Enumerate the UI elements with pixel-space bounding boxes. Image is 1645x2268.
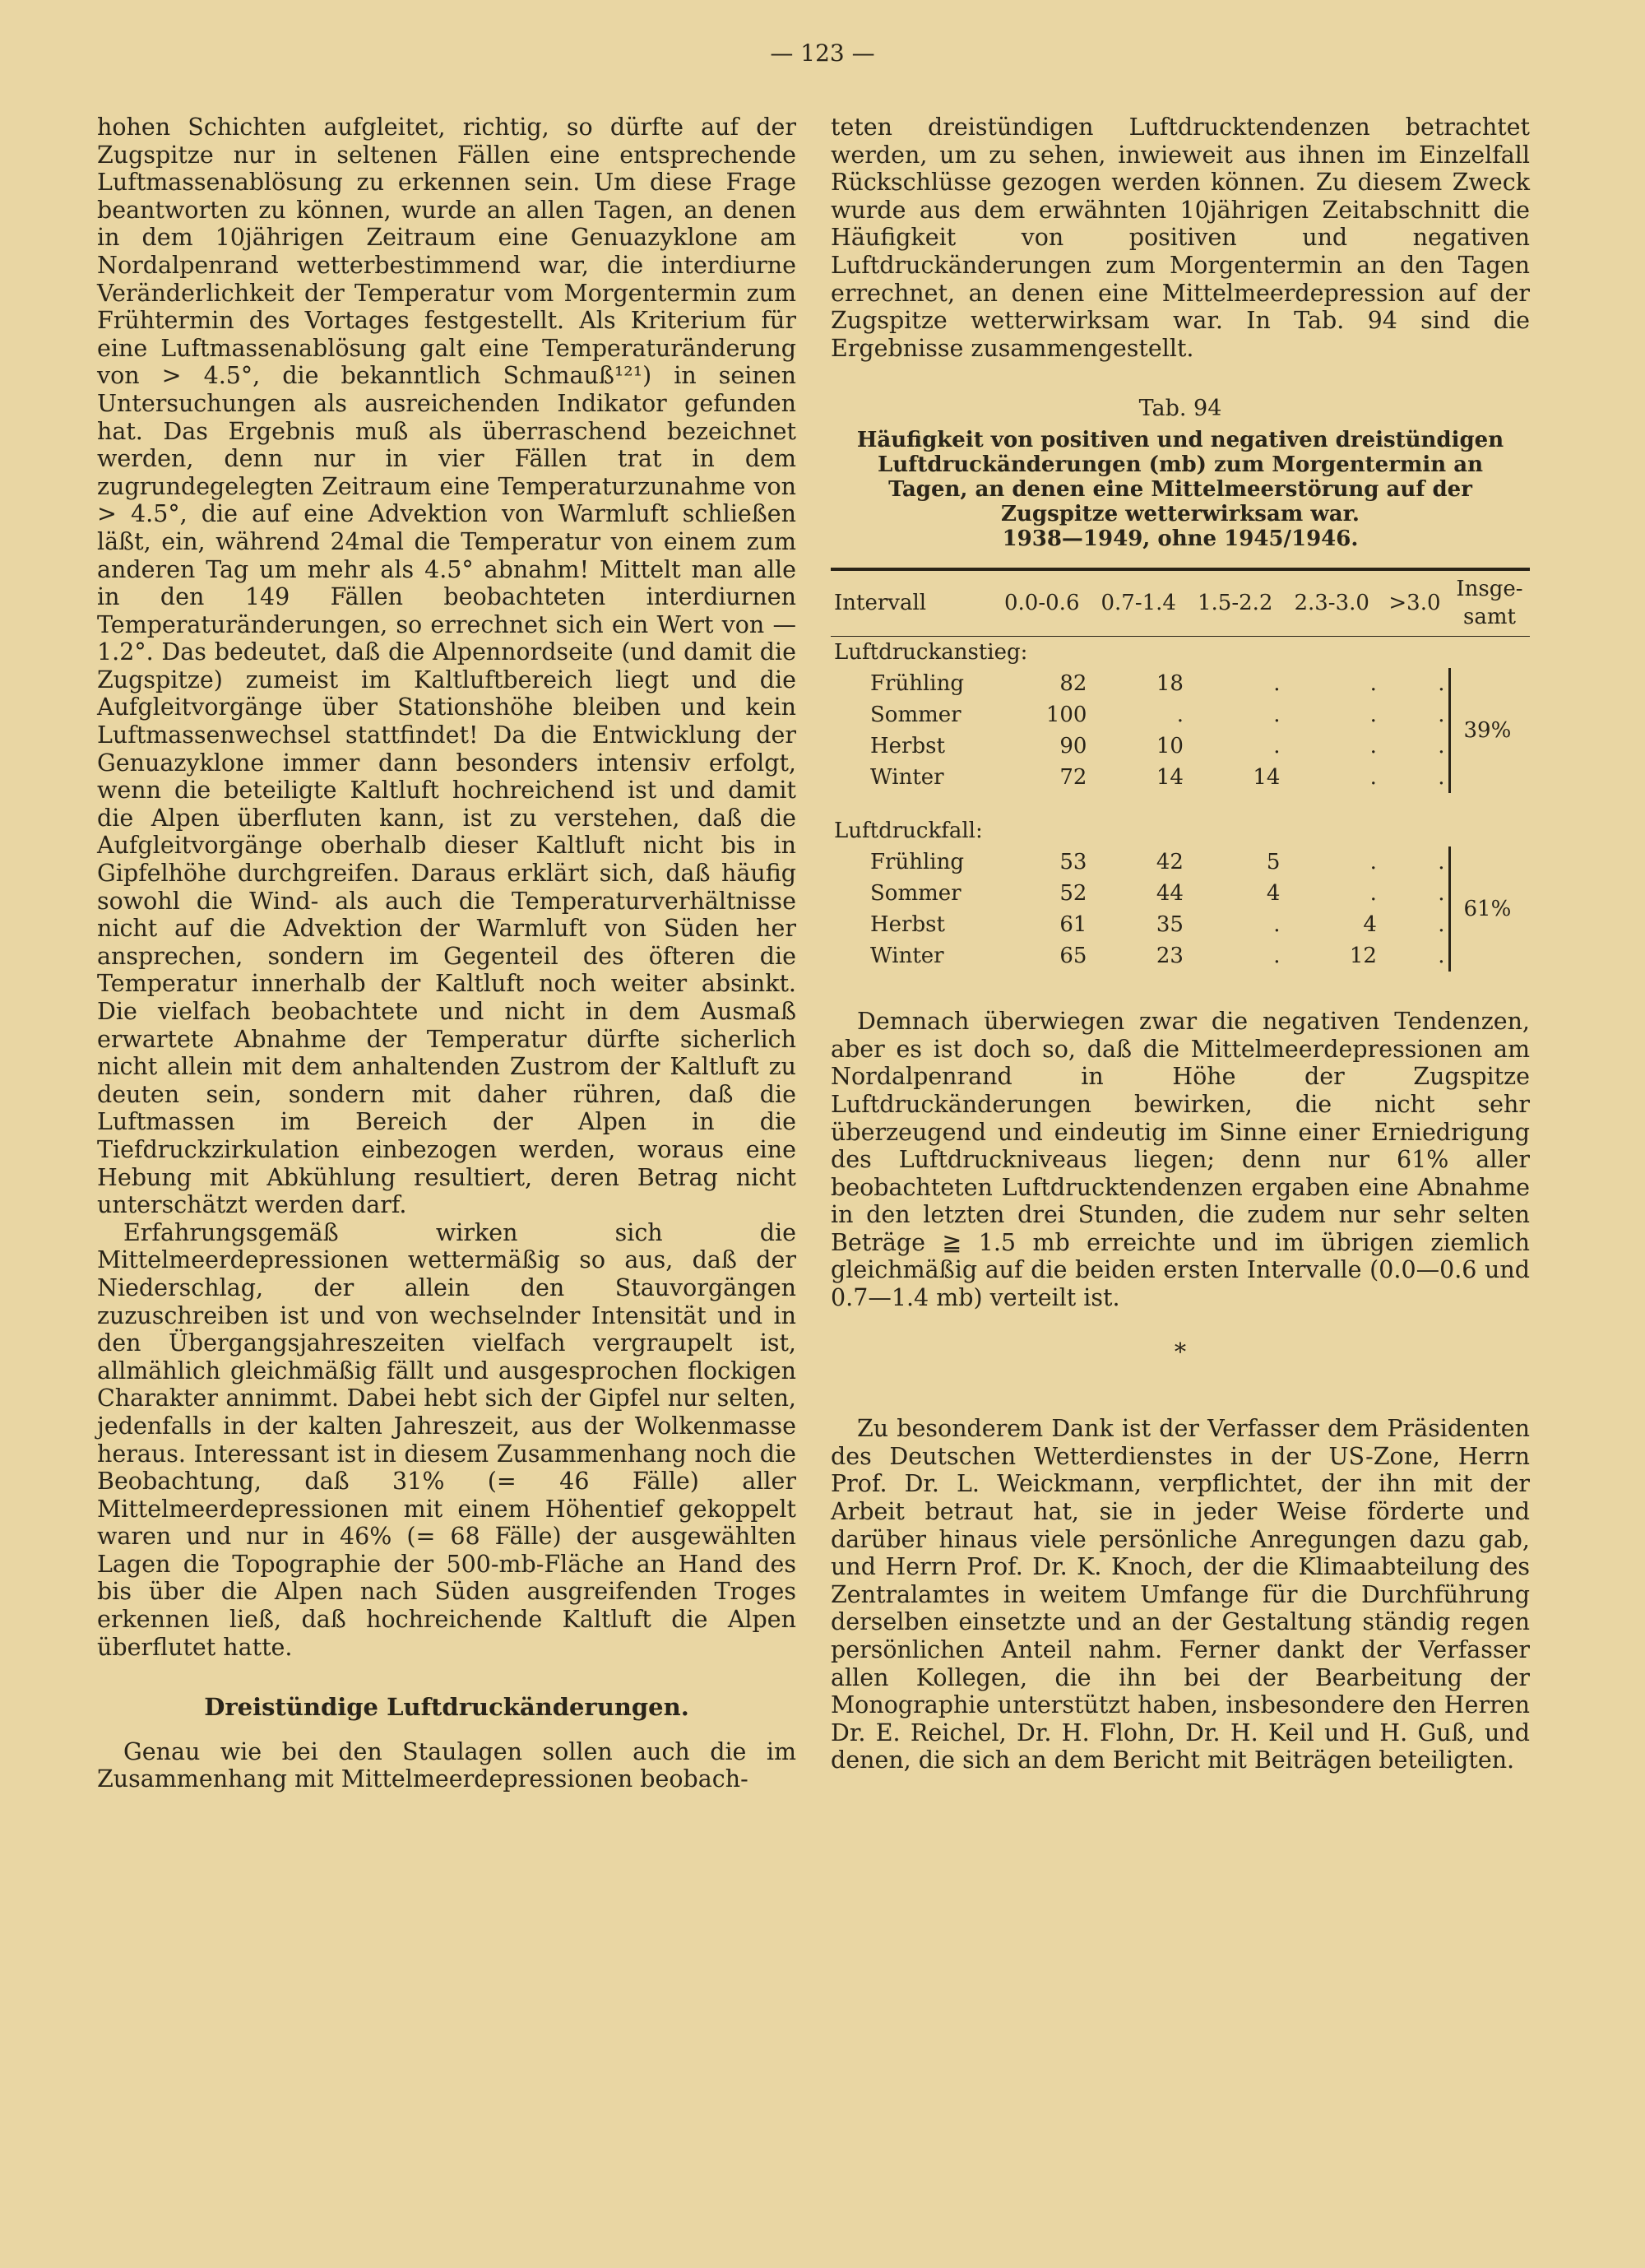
header-0.7-1.4: 0.7-1.4 xyxy=(1101,590,1176,615)
section-separator: * xyxy=(1174,1338,1187,1366)
left-paragraph-3: Genau wie bei den Staulagen sollen auch die im Zusammenhang mit Mittelmeerdepressionen beobach- xyxy=(97,1737,796,1793)
header-insgesamt: Insge-samt xyxy=(1456,576,1523,629)
table-row: Winter 65 23 . 12 . xyxy=(870,944,1445,969)
header-2.3-3.0: 2.3-3.0 xyxy=(1294,590,1369,615)
table-row: Sommer 52 44 4 . . xyxy=(870,881,1445,907)
table-row: Herbst 90 10 . . . xyxy=(870,734,1445,759)
total-fall: 61% xyxy=(1449,846,1530,972)
right-paragraph-3: Zu besonderem Dank ist der Verfasser dem Präsidenten des Deutschen Wetterdienstes in der US-Zone, Herrn Prof. Dr. L. Weickmann, verpflichtet, der ihn mit der Arbeit betraut hat, sie in jeder Weise förderte und darüber hinaus viele persönliche Anregungen dazu gab, und Herrn Prof. Dr. K. Knoch, der die Klimaabteilung des Zentralamtes in weitem Umfange für die Durchführung derselben einsetzte und an der Gestaltung ständig regen persönlichen Anteil nahm. Ferner dankt der Verfasser allen Kollegen, die ihn bei der Bearbeitung der Monographie unterstützt haben, insbesondere den Herren Dr. E. Reichel, Dr. H. Flohn, Dr. H. Keil und H. Guß, und denen, die sich an dem Bericht mit Beiträgen beteiligten. xyxy=(831,1415,1530,1774)
header-gt-3.0: >3.0 xyxy=(1388,590,1441,615)
group-label-fall: Luftdruckfall: xyxy=(834,819,983,844)
header-0-0.6: 0.0-0.6 xyxy=(1004,590,1080,615)
header-intervall: Intervall xyxy=(834,590,927,615)
table-caption: Häufigkeit von positiven und negativen dreistündigen Luftdruckänderungen (mb) zum Morgentermin an Tagen, an denen eine Mittelmeerstörung auf der Zugspitze wetterwirksam war. 1938—1949, ohne 1945/1946. xyxy=(856,427,1504,551)
table-row: Herbst 61 35 . 4 . xyxy=(870,912,1445,938)
right-column xyxy=(831,114,1530,1774)
page-number: — 123 — xyxy=(770,39,875,67)
table-row: Winter 72 14 14 . . xyxy=(870,765,1445,791)
frequency-table xyxy=(831,570,1530,972)
table-row: Frühling 82 18 . . . 39% xyxy=(831,668,1530,699)
table-row: Frühling 53 42 5 . . 61% xyxy=(831,846,1530,878)
left-column xyxy=(97,114,796,1793)
section-heading: Dreistündige Luftdruckänderungen. xyxy=(204,1693,689,1722)
header-1.5-2.2: 1.5-2.2 xyxy=(1197,590,1273,615)
table-label: Tab. 94 xyxy=(1138,396,1222,422)
right-paragraph-1: teten dreistündigen Luftdrucktendenzen betrachtet werden, um zu sehen, inwieweit aus ihnen im Einzelfall Rückschlüsse gezogen werden können. Zu diesem Zweck wurde aus dem erwähnten 10jährigen Zeitabschnitt die Häufigkeit von positiven und negativen Luftdruckänderungen zum Morgentermin an den Tagen errechnet, an denen eine Mittelmeerdepression auf der Zugspitze wetterwirksam war. In Tab. 94 sind die Ergebnisse zusammengestellt. xyxy=(831,114,1530,362)
group-label-anstieg: Luftdruckanstieg: xyxy=(834,640,1028,666)
left-paragraph-2: Erfahrungsgemäß wirken sich die Mittelmeerdepressionen wettermäßig so aus, daß der Niederschlag, der allein den Stauvorgängen zuzuschreiben ist und von wechselnder Intensität und in den Übergangsjahreszeiten vielfach vergraupelt ist, allmählich gleichmäßig fällt und ausgesprochen flockigen Charakter annimmt. Dabei hebt sich der Gipfel nur selten, jedenfalls in der kalten Jahreszeit, aus der Wolkenmasse heraus. Interessant ist in diesem Zusammenhang noch die Beobachtung, daß 31% (= 46 Fälle) aller Mittelmeerdepressionen mit einem Höhentief gekoppelt waren und nur in 46% (= 68 Fälle) der ausgewählten Lagen die Topographie der 500-mb-Fläche an Hand des bis über die Alpen nach Süden ausgreifenden Troges erkennen ließ, daß hochreichende Kaltluft die Alpen überflutet hatte. xyxy=(97,1218,796,1661)
table-row: Sommer 100 . . . . xyxy=(870,703,1445,728)
right-paragraph-2: Demnach überwiegen zwar die negativen Tendenzen, aber es ist doch so, daß die Mittelmeerdepressionen am Nordalpenrand in Höhe der Zugspitze Luftdruckänderungen bewirken, die nicht sehr überzeugend und eindeutig im Sinne einer Erniedrigung des Luftdruckniveaus liegen; denn nur 61% aller beobachteten Luftdrucktendenzen ergaben eine Abnahme in den letzten drei Stunden, die zudem nur sehr selten Beträge ≧ 1.5 mb erreichte und im übrigen ziemlich gleichmäßig auf die beiden ersten Intervalle (0.0—0.6 und 0.7—1.4 mb) verteilt ist. xyxy=(831,1008,1530,1312)
total-anstieg: 39% xyxy=(1449,668,1530,793)
left-paragraph-1: hohen Schichten aufgleitet, richtig, so dürfte auf der Zugspitze nur in seltenen Fällen eine entsprechende Luftmassenablösung zu erkennen sein. Um diese Frage beantworten zu können, wurde an allen Tagen, an denen in dem 10jährigen Zeitraum eine Genuazyklone am Nordalpenrand wetterbestimmend war, die interdiurne Veränderlichkeit der Temperatur vom Morgentermin zum Frühtermin des Vortages festgestellt. Als Kriterium für eine Luftmassenablösung galt eine Temperaturänderung von > 4.5°, die bekanntlich Schmauß¹²¹) in seinen Untersuchungen als ausreichenden Indikator gefunden hat. Das Ergebnis muß als überraschend bezeichnet werden, denn nur in vier Fällen trat in dem zugrundegelegten Zeitraum eine Temperaturzunahme von > 4.5°, die auf eine Advektion von Warmluft schließen läßt, ein, während 24mal die Temperatur von einem zum anderen Tag um mehr als 4.5° abnahm! Mittelt man alle in den 149 Fällen beobachteten interdiurnen Temperaturänderungen, so errechnet sich ein Wert von —1.2°. Das bedeutet, daß die Alpennordseite (und damit die Zugspitze) zumeist im Kaltluftbereich liegt und die Aufgleitvorgänge über Stationshöhe bleiben und kein Luftmassenwechsel stattfindet! Da die Entwicklung der Genuazyklone immer dann besonders intensiv erfolgt, wenn die beteiligte Kaltluft hochreichend ist und damit die Alpen überfluten kann, ist zu verstehen, daß die Aufgleitvorgänge oberhalb dieser Kaltluft nicht bis in Gipfelhöhe durchgreifen. Daraus erklärt sich, daß häufig sowohl die Wind- als auch die Temperaturverhältnisse nicht auf die Advektion der Warmluft von Süden her ansprechen, sondern im Gegenteil des öfteren die Temperatur innerhalb der Kaltluft noch weiter absinkt. Die vielfach beobachtete und nicht in dem Ausmaß erwartete Abnahme der Temperatur dürfte sicherlich nicht allein mit dem anhaltenden Zustrom der Kaltluft zu deuten sein, sondern mit daher rühren, daß die Luftmassen im Bereich der Alpen in die Tiefdruckzirkulation einbezogen werden, woraus eine Hebung mit Abkühlung resultiert, deren Betrag nicht unterschätzt werden darf. xyxy=(97,114,796,1219)
